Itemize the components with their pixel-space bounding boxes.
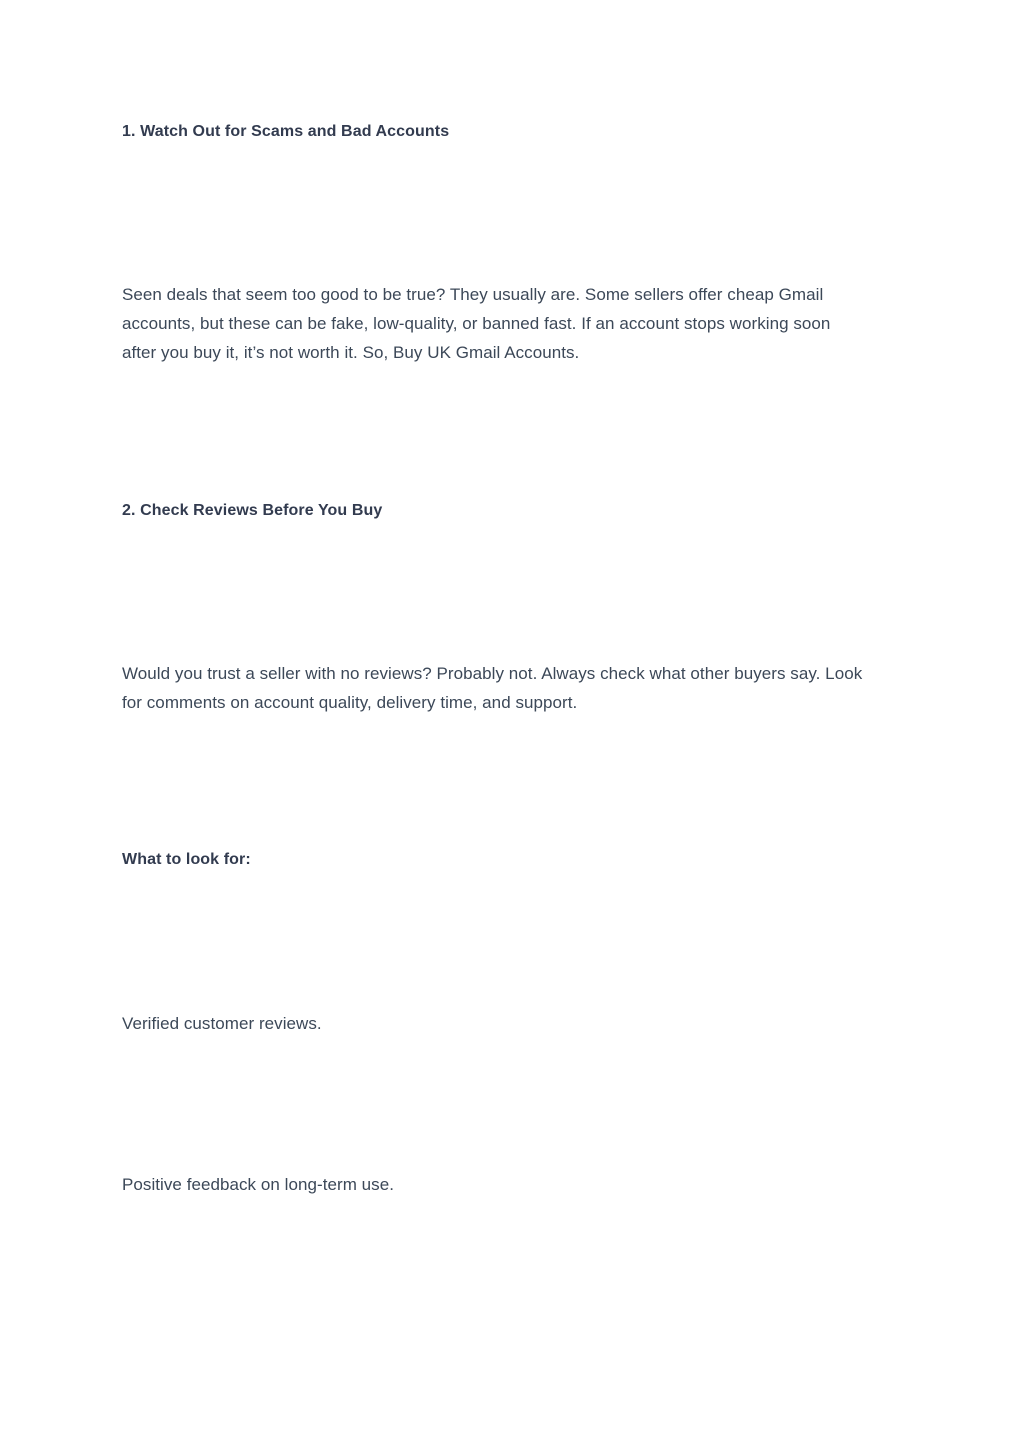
block-spacer [122, 368, 864, 499]
paragraph-reviews: Would you trust a seller with no reviews? Probably not. Always check what other buyers say. Look for comments on account quality, delivery time, and support. [122, 663, 863, 712]
block-spacer [122, 872, 864, 1009]
block-spacer [122, 717, 864, 848]
paragraph-scams: Seen deals that seem too good to be true? They usually are. Some sellers offer cheap Gmail accounts, but these can be fake, low-quality, or banned fast. If an account stops working soon after you buy it, it’s not worth it. So, Buy UK Gmail Accounts. [122, 285, 831, 363]
block-spacer [122, 523, 864, 659]
list-item-positive-feedback: Positive feedback on long-term use. [122, 1175, 395, 1195]
block-spacer [122, 1038, 864, 1170]
article-content [122, 120, 864, 1199]
heading-reviews: 2. Check Reviews Before You Buy [122, 501, 383, 519]
list-item-verified-reviews: Verified customer reviews. [122, 1014, 322, 1034]
block-spacer [122, 144, 864, 280]
heading-scams: 1. Watch Out for Scams and Bad Accounts [122, 123, 450, 140]
heading-what-to-look-for: What to look for: [122, 851, 251, 869]
